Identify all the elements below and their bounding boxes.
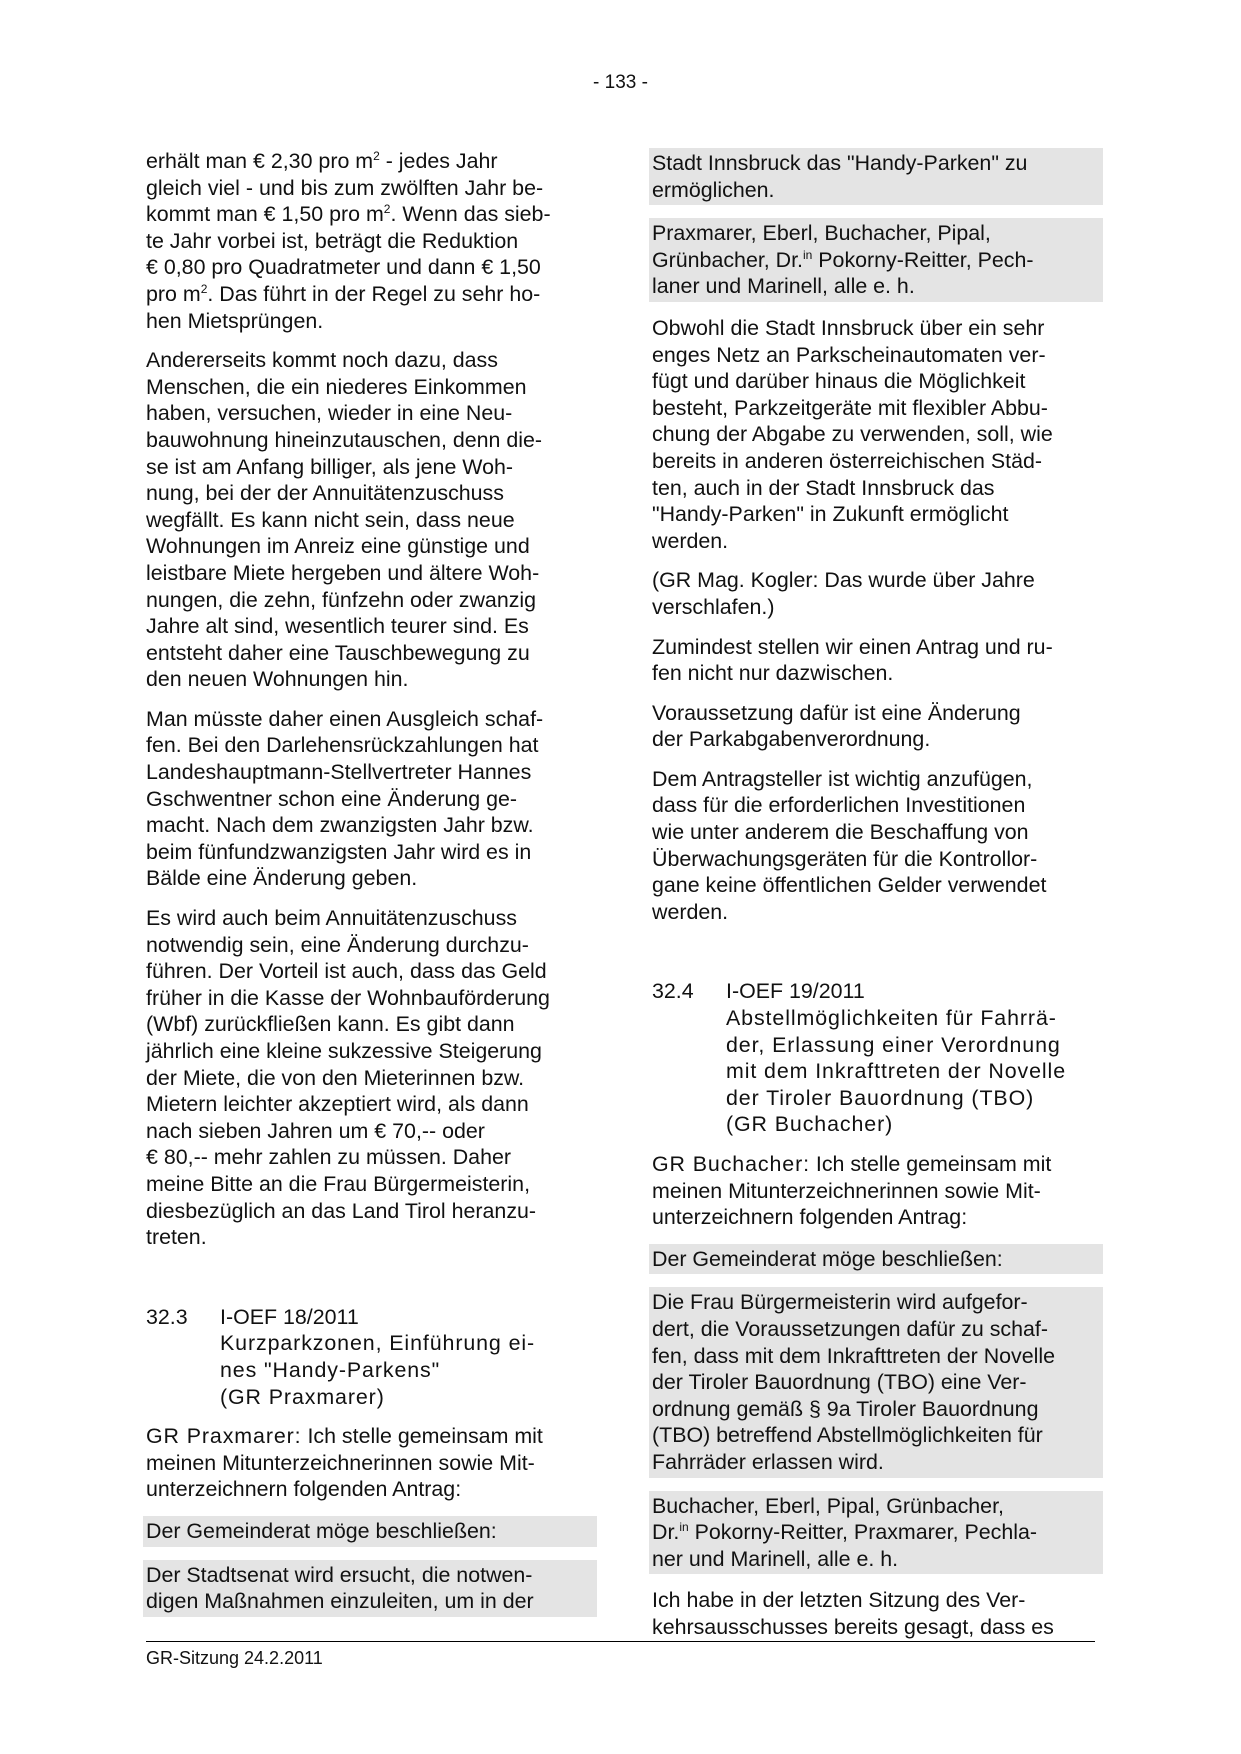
- right-paragraph-1: Obwohl die Stadt Innsbruck über ein sehr enges Netz an Parkscheinautomaten ver- fügt und darüber hinaus die Möglichkeit besteht, Parkzeitgeräte mit flexibler Abbu- chung der Abgabe zu verwenden, soll, wie bereits in anderen österreichischen Städ- ten, auch in der Stadt Innsbruck das "Handy-Parken" in Zukunft ermöglicht werden.: [652, 315, 1053, 553]
- page-number: - 133 -: [593, 72, 648, 93]
- right-paragraph-7: Ich habe in der letzten Sitzung des Ver- kehrsausschusses bereits gesagt, dass es: [652, 1588, 1054, 1639]
- left-paragraph-1: erhält man € 2,30 pro $m^2$ - jedes Jahr gleich viel - und bis zum zwölften Jahr be- kommt man € 1,50 pro $m^2$. Wenn das sieb- te Jahr vorbei ist, beträgt die Reduktion € 0,80 pro Quadratmeter und dann € 1,50 pro $m^2$. Das führt in der Regel zu sehr ho- hen Mietsprüngen.: [146, 148, 551, 333]
- footer-divider: [146, 1641, 1095, 1642]
- section-heading-32-3: [146, 1304, 594, 1331]
- section-heading-32-4: [652, 978, 1100, 1005]
- motion-intro: Der Gemeinderat möge beschließen:: [143, 1516, 597, 1547]
- speaker-name: GR Praxmarer:: [146, 1424, 302, 1449]
- section-topic: Kurzparkzonen, Einführung ei- nes "Handy-Parkens" (GR Praxmarer): [220, 1331, 536, 1409]
- right-column: [652, 148, 1100, 1654]
- motion-statement: GR Buchacher: Ich stelle gemeinsam mit meinen Mitunterzeichnerinnen sowie Mit- unterzeichnern folgenden Antrag:: [652, 1152, 1052, 1230]
- motion-text: Der Stadtsenat wird ersucht, die notwen- digen Maßnahmen einzuleiten, um in der: [143, 1560, 597, 1617]
- section-topic: Abstellmöglichkeiten für Fahrrä- der, Erlassung einer Verordnung mit dem Inkrafttreten der Novelle der Tiroler Bauordnung (TBO) (GR Buchacher): [726, 1006, 1066, 1137]
- motion-intro: Der Gemeinderat möge beschließen:: [649, 1244, 1103, 1275]
- motion-statement: GR Praxmarer: Ich stelle gemeinsam mit meinen Mitunterzeichnerinnen sowie Mit- unterzeichnern folgenden Antrag:: [146, 1424, 543, 1502]
- speaker-name: GR Buchacher:: [652, 1152, 810, 1176]
- right-paragraph-4: Voraussetzung dafür ist eine Änderung der Parkabgabenverordnung.: [652, 700, 1021, 752]
- left-paragraph-3: Man müsste daher einen Ausgleich schaf- fen. Bei den Darlehensrückzahlungen hat Landeshauptmann-Stellvertreter Hannes Gschwentner schon eine Änderung ge- macht. Nach dem zwanzigsten Jahr bzw. beim fünfundzwanzigsten Jahr wird es in Bälde eine Änderung geben.: [146, 706, 544, 891]
- section-number: 32.3: [146, 1304, 188, 1329]
- section-number: 32.4: [652, 979, 694, 1004]
- right-paragraph-5: Dem Antragsteller ist wichtig anzufügen, dass für die erforderlichen Investitionen wie unter anderem die Beschaffung von Überwachungsgeräten für die Kontrollor- gane keine öffentlichen Gelder verwendet werden.: [652, 766, 1047, 924]
- left-paragraph-2: Andererseits kommt noch dazu, dass Menschen, die ein niederes Einkommen haben, versuchen, wieder in eine Neu- bauwohnung hineinzutauschen, denn die- se ist am Anfang billiger, als jene Woh- nung, bei der der Annuitätenzuschuss wegfällt. Es kann nicht sein, dass neue Wohnungen im Anreiz eine günstige und leistbare Miete hergeben und ältere Woh- nungen, die zehn, fünfzehn oder zwanzig Jahre alt sind, wesentlich teurer sind. Es entsteht daher eine Tauschbewegung zu den neuen Wohnungen hin.: [146, 348, 543, 692]
- signatories: Buchacher, Eberl, Pipal, Grünbacher, Dr.$^{in}$ Pokorny-Reitter, Praxmarer, Pechla- ner und Marinell, alle e. h.: [649, 1491, 1103, 1575]
- left-column: [146, 148, 594, 1630]
- motion-text-continued: Stadt Innsbruck das "Handy-Parken" zu ermöglichen.: [649, 148, 1103, 205]
- signatories: Praxmarer, Eberl, Buchacher, Pipal, Grünbacher, Dr.$^{in}$ Pokorny-Reitter, Pech- laner und Marinell, alle e. h.: [649, 218, 1103, 302]
- left-paragraph-4: Es wird auch beim Annuitätenzuschuss notwendig sein, eine Änderung durchzu- führen. Der Vorteil ist auch, dass das Geld früher in die Kasse der Wohnbauförderung (Wbf) zurückfließen kann. Es gibt dann jährlich eine kleine sukzessive Steigerung der Miete, die von den Mieterinnen bzw. Mietern leichter akzeptiert wird, als dann nach sieben Jahren um € 70,-- oder € 80,-- mehr zahlen zu müssen. Daher meine Bitte an die Frau Bürgermeisterin, diesbezüglich an das Land Tirol heranzu- treten.: [146, 906, 550, 1250]
- footer-session-date: GR-Sitzung 24.2.2011: [146, 1648, 323, 1668]
- section-reference: I-OEF 18/2011: [220, 1304, 359, 1329]
- section-reference: I-OEF 19/2011: [726, 979, 865, 1004]
- interjection: (GR Mag. Kogler: Das wurde über Jahre verschlafen.): [652, 568, 1035, 619]
- motion-text: Die Frau Bürgermeisterin wird aufgefor- dert, die Voraussetzungen dafür zu schaf- fen, dass mit dem Inkrafttreten der Novelle der Tiroler Bauordnung (TBO) eine Ver- ordnung gemäß § 9a Tiroler Bauordnung (TBO) betreffend Abstellmöglichkeiten für Fahrräder erlassen wird.: [649, 1287, 1103, 1477]
- right-paragraph-3: Zumindest stellen wir einen Antrag und ru- fen nicht nur dazwischen.: [652, 634, 1053, 686]
